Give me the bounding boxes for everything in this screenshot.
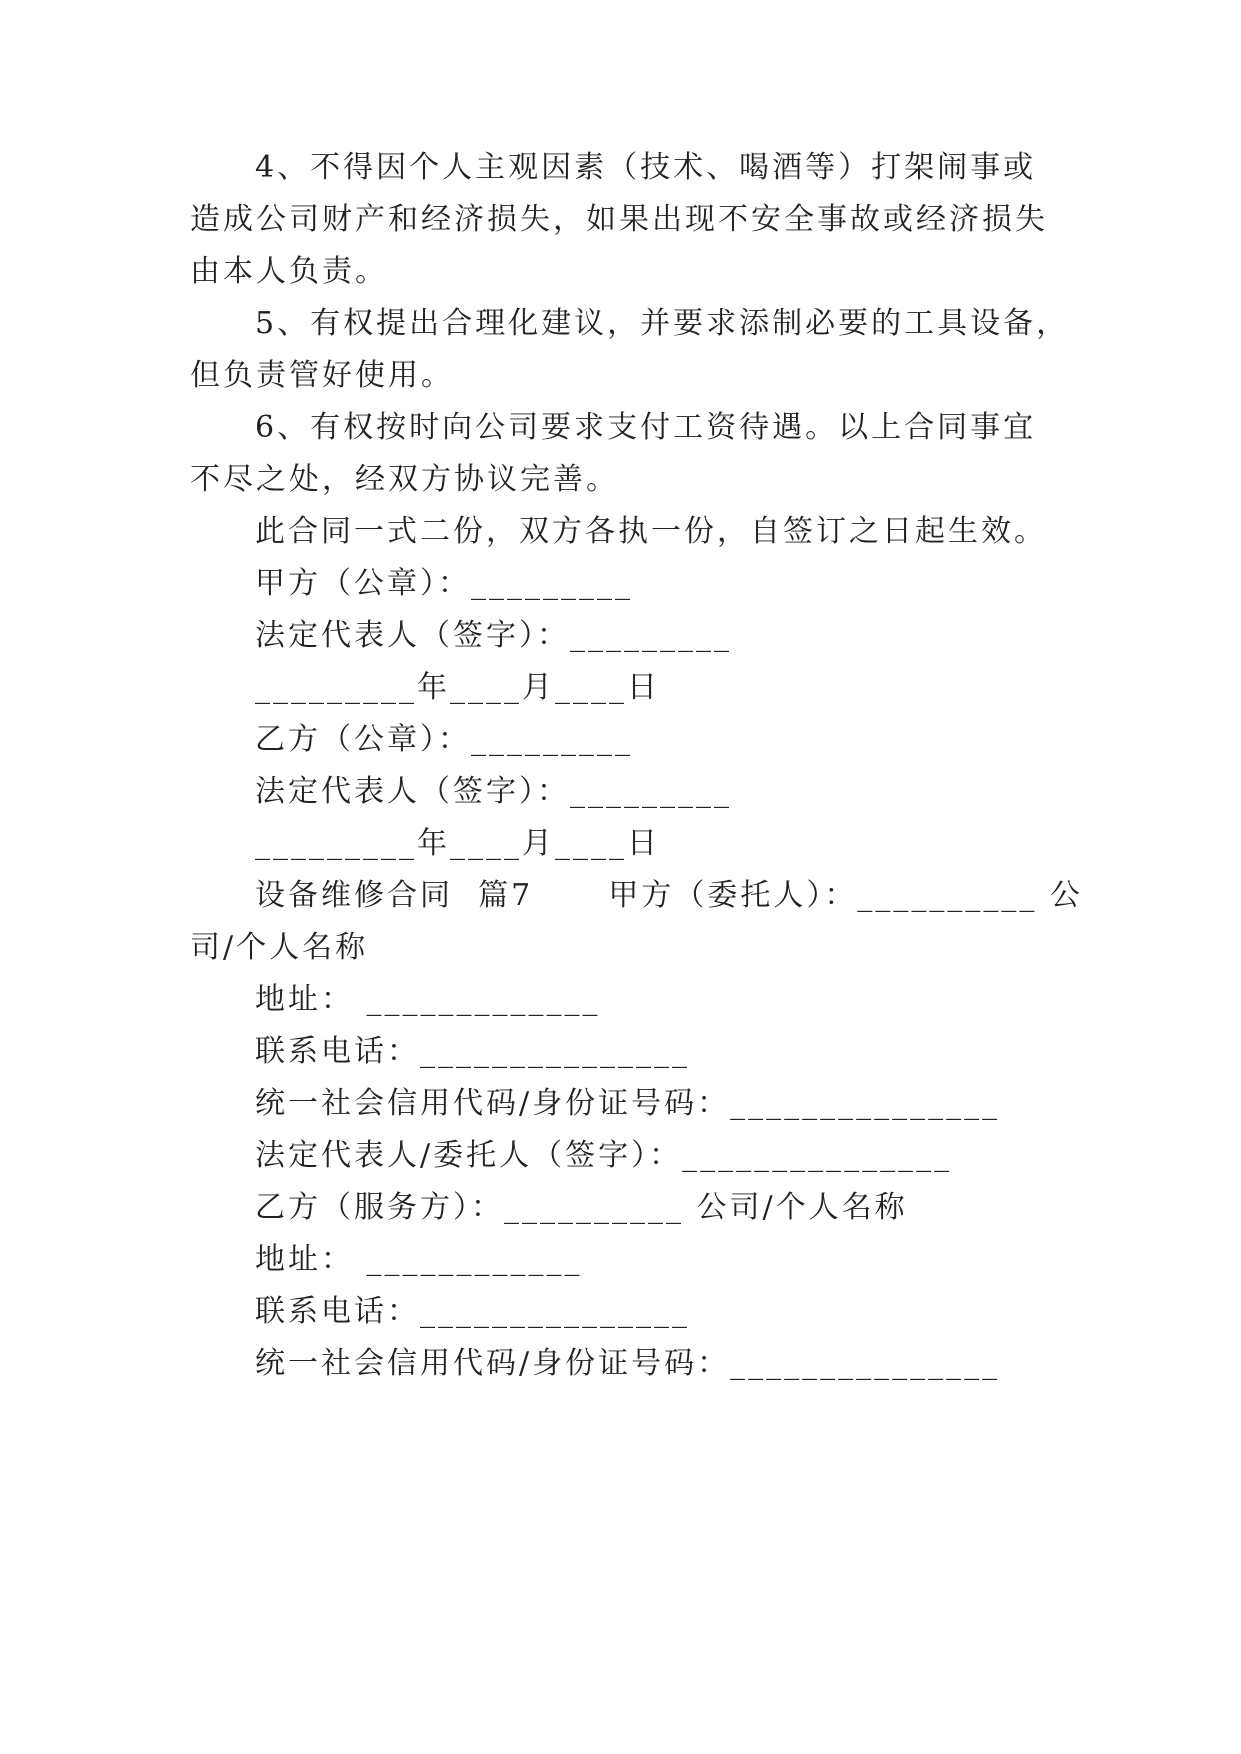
party-b-phone-line: 联系电话：_______________: [255, 1294, 690, 1329]
party-a-signature-line: 法定代表人/委托人（签字）：_______________: [255, 1138, 953, 1173]
party-a-seal-line: 甲方（公章）：_________: [255, 566, 633, 601]
clause-6-line-1: 6、有权按时向公司要求支付工资待遇。以上合同事宜: [255, 410, 1037, 445]
contract-7-heading-line: 设备维修合同 篇7 甲方（委托人）：__________ 公: [255, 878, 1083, 913]
party-a-phone-line: 联系电话：_______________: [255, 1034, 690, 1069]
clause-5-line-1: 5、有权提出合理化建议，并要求添制必要的工具设备，: [255, 306, 1070, 341]
clause-6-line-2: 不尽之处，经双方协议完善。: [190, 462, 619, 497]
party-b-representative-line: 法定代表人（签字）：_________: [255, 774, 732, 809]
party-a-credit-code-line: 统一社会信用代码/身份证号码：_______________: [255, 1086, 1001, 1121]
party-b-seal-line: 乙方（公章）：_________: [255, 722, 633, 757]
party-a-address-line: 地址： _____________: [255, 982, 601, 1017]
party-a-representative-line: 法定代表人（签字）：_________: [255, 618, 732, 653]
contract-copies-statement: 此合同一式二份，双方各执一份，自签订之日起生效。: [255, 514, 1047, 549]
party-b-credit-code-line: 统一社会信用代码/身份证号码：_______________: [255, 1346, 1001, 1381]
contract-7-heading-continuation: 司/个人名称: [190, 930, 369, 965]
clause-4-line-1: 4、不得因个人主观因素（技术、喝酒等）打架闹事或: [255, 150, 1037, 185]
party-b-service-line: 乙方（服务方）：__________ 公司/个人名称: [255, 1190, 908, 1225]
party-b-address-line: 地址： ____________: [255, 1242, 583, 1277]
clause-4-line-3: 由本人负责。: [190, 254, 388, 289]
clause-4-line-2: 造成公司财产和经济损失，如果出现不安全事故或经济损失: [190, 202, 1048, 237]
clause-5-line-2: 但负责管好使用。: [190, 358, 454, 393]
party-a-date-line: _________年____月____日: [255, 670, 660, 705]
party-b-date-line: _________年____月____日: [255, 826, 660, 861]
